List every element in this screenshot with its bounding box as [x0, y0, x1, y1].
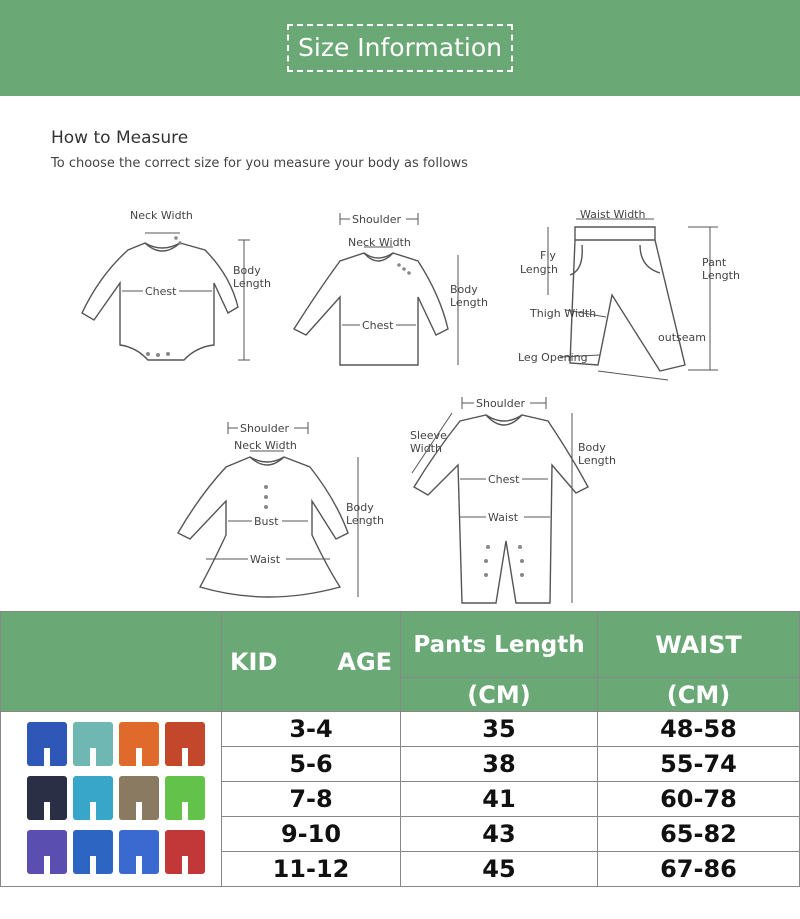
label-shoulder: Shoulder — [352, 213, 401, 226]
header-pants-unit: (CM) — [401, 678, 598, 712]
cell-pants-length: 41 — [401, 782, 598, 817]
cell-pants-length: 38 — [401, 747, 598, 782]
pants-diagram — [518, 208, 740, 380]
cell-age: 9-10 — [222, 817, 401, 852]
label-neck-width: Neck Width — [348, 236, 411, 249]
label-sleeve: Sleeve — [410, 429, 447, 442]
label-outseam: outseam — [658, 331, 706, 344]
banner-title: Size Information — [287, 24, 513, 72]
cell-waist: 48-58 — [598, 712, 800, 747]
label-length: Length — [233, 277, 271, 290]
label-pant: Pant — [702, 256, 727, 269]
label-shoulder: Shoulder — [240, 422, 289, 435]
how-to-measure-title: How to Measure — [51, 128, 189, 148]
label-fly: Fly — [540, 249, 556, 262]
romper-diagram — [410, 397, 616, 603]
label-body: Body — [233, 264, 261, 277]
cell-waist: 60-78 — [598, 782, 800, 817]
dress-diagram — [178, 422, 384, 597]
label-shoulder: Shoulder — [476, 397, 525, 410]
label-leg-opening: Leg Opening — [518, 351, 588, 364]
table-row — [1, 712, 800, 747]
label-waist-width: Waist Width — [580, 208, 646, 221]
header-pants-length: Pants Length — [401, 612, 598, 678]
shirt-diagram — [294, 213, 488, 365]
label-thigh-width: Thigh Width — [530, 307, 597, 320]
cell-waist: 65-82 — [598, 817, 800, 852]
header-kid-age — [222, 612, 401, 712]
label-body: Body — [578, 441, 606, 454]
header-empty-cell — [1, 612, 222, 712]
cell-waist: 67-86 — [598, 852, 800, 887]
label-neck-width: Neck Width — [234, 439, 297, 452]
cell-age: 7-8 — [222, 782, 401, 817]
label-body: Body — [450, 283, 478, 296]
header-waist-unit: (CM) — [598, 678, 800, 712]
label-waist: Waist — [250, 553, 281, 566]
size-table — [0, 611, 800, 887]
measurement-diagrams — [0, 195, 800, 605]
cell-waist: 55-74 — [598, 747, 800, 782]
header-kid: KID — [229, 647, 278, 676]
cell-age: 11-12 — [222, 852, 401, 887]
header-age: AGE — [337, 647, 393, 676]
label-chest: Chest — [488, 473, 520, 486]
label-fly-length: Length — [520, 263, 558, 276]
label-length: Length — [578, 454, 616, 467]
cell-pants-length: 45 — [401, 852, 598, 887]
label-length: Length — [346, 514, 384, 527]
shorts-photo — [1, 712, 222, 887]
header-banner — [0, 0, 800, 96]
label-length: Length — [450, 296, 488, 309]
label-chest: Chest — [362, 319, 394, 332]
cell-pants-length: 35 — [401, 712, 598, 747]
how-to-measure-subtitle: To choose the correct size for you measure your body as follows — [51, 156, 468, 171]
cell-age: 3-4 — [222, 712, 401, 747]
bodysuit-diagram — [82, 209, 271, 360]
shorts-collage — [27, 722, 211, 882]
label-body: Body — [346, 501, 374, 514]
label-chest: Chest — [145, 285, 177, 298]
label-waist: Waist — [488, 511, 519, 524]
header-waist: WAIST — [598, 612, 800, 678]
label-neck-width: Neck Width — [130, 209, 193, 222]
label-sleeve-width: Width — [410, 442, 442, 455]
cell-pants-length: 43 — [401, 817, 598, 852]
label-pant-length: Length — [702, 269, 740, 282]
label-bust: Bust — [254, 515, 279, 528]
cell-age: 5-6 — [222, 747, 401, 782]
